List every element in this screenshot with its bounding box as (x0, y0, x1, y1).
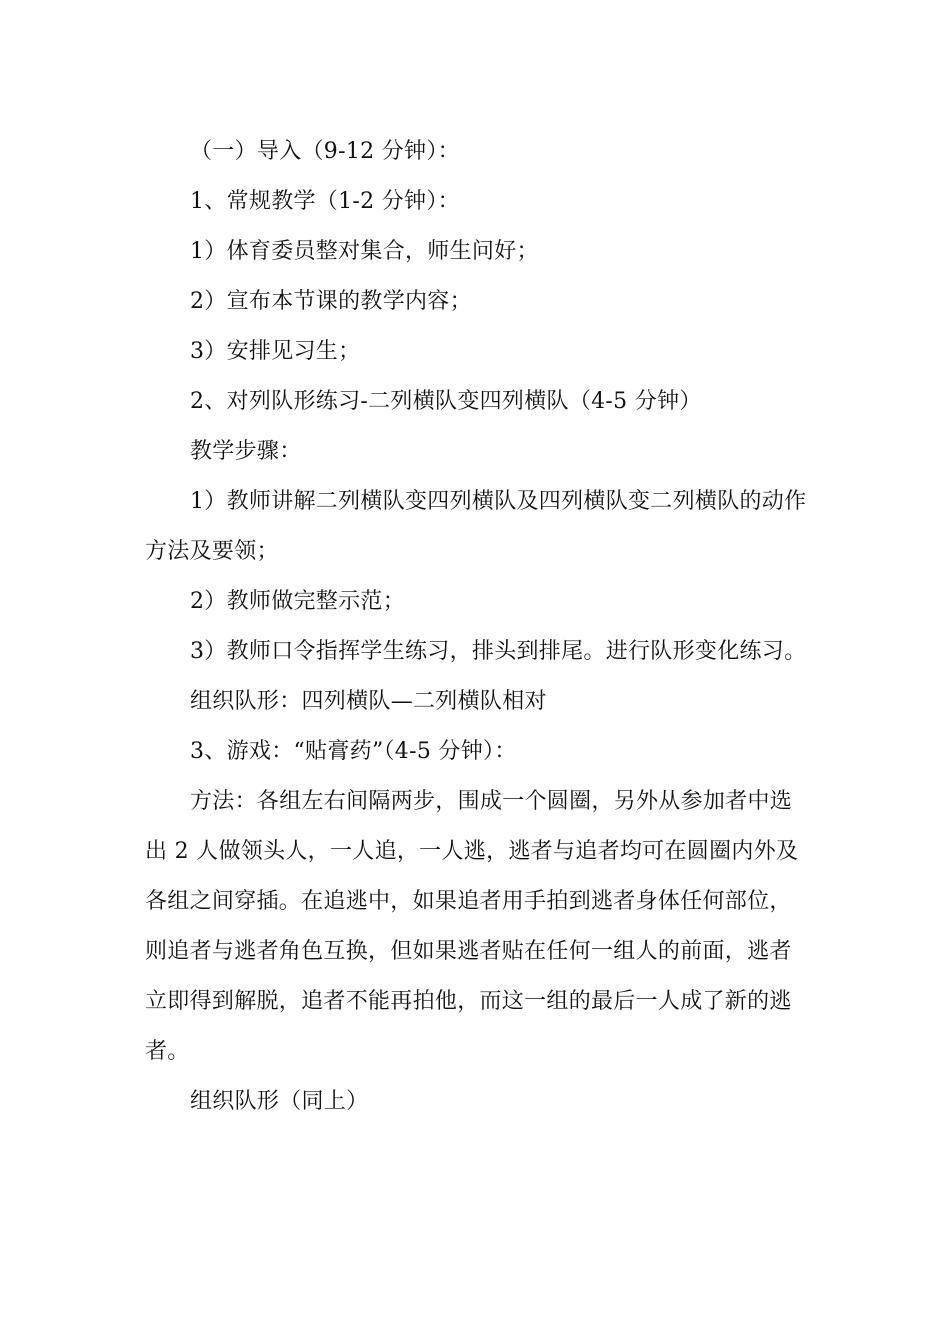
organization-formation: 组织队形：四列横队—二列横队相对 (190, 689, 547, 714)
list-item-arrange-observers: 3）安排见习生； (190, 339, 361, 364)
method-paragraph-line-2: 出 2 人做领头人，一人追，一人逃，逃者与追者均可在圆圈内外及 (145, 839, 799, 864)
subheading-formation-practice: 2、对列队形练习-二列横队变四列横队（4-5 分钟） (190, 389, 702, 414)
method-paragraph-line-6: 者。 (145, 1039, 190, 1064)
subheading-game: 3、游戏：“贴膏药”（4-5 分钟）： (190, 739, 517, 764)
list-item-teacher-explains-cont: 方法及要领； (145, 539, 279, 564)
list-item-teacher-demonstrates: 2）教师做完整示范； (190, 589, 405, 614)
method-paragraph-line-3: 各组之间穿插。在追逃中，如果追者用手拍到逃者身体任何部位， (145, 889, 792, 914)
list-item-assembly: 1）体育委员整对集合，师生问好； (190, 239, 539, 264)
method-paragraph-line-1: 方法：各组左右间隔两步，围成一个圆圈，另外从参加者中选 (190, 789, 793, 814)
method-paragraph-line-5: 立即得到解脱，追者不能再拍他，而这一组的最后一人成了新的逃 (145, 989, 792, 1014)
section-heading-intro: （一）导入（9-12 分钟）： (190, 139, 460, 164)
method-paragraph-line-4: 则追者与逃者角色互换，但如果逃者贴在任何一组人的前面，逃者 (145, 939, 792, 964)
subheading-routine-teaching: 1、常规教学（1-2 分钟）： (190, 189, 460, 214)
list-item-announce-content: 2）宣布本节课的教学内容； (190, 289, 472, 314)
label-teaching-steps: 教学步骤： (190, 439, 302, 464)
organization-formation-same: 组织队形（同上） (190, 1089, 369, 1114)
list-item-teacher-commands: 3）教师口令指挥学生练习，排头到排尾。进行队形变化练习。 (190, 639, 807, 664)
list-item-teacher-explains: 1）教师讲解二列横队变四列横队及四列横队变二列横队的动作 (190, 489, 807, 514)
